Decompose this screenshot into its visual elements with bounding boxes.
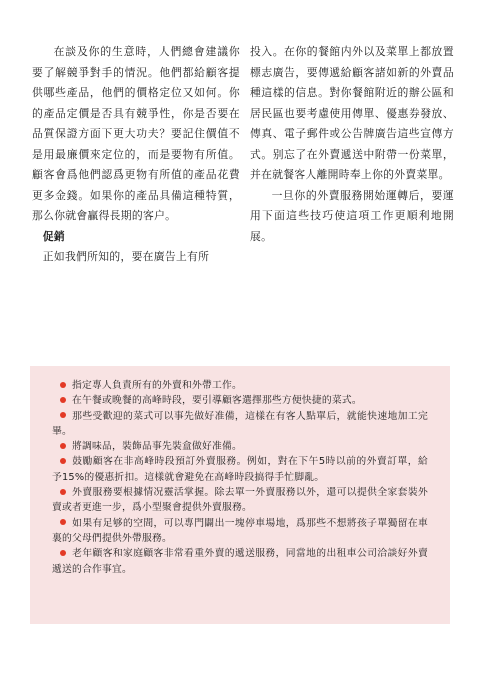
tip-text: 老年顧客和家庭顧客非常看重外賣的遞送服務，同當地的出租車公司洽談好外賣遞送的合作事宜。 xyxy=(52,548,428,575)
tip-text: 指定專人負責所有的外賣和外帶工作。 xyxy=(72,380,242,391)
bullet-icon xyxy=(60,397,66,403)
bullet-icon xyxy=(60,412,66,418)
tip-item xyxy=(52,439,428,454)
promotion-paragraph-continued: 投入。在你的餐館内外以及菜單上都放置標志廣告，要傳遞給顧客諸如新的外賣品種這樣的信息。對你餐館附近的辦公區和居民區也要考慮使用傳單、優惠券發放、傳真、電子郵件或公告牌廣告這些宣傳方式。别忘了在外賣遞送中附帶一份菜單，并在就餐客人離開時奉上你的外賣菜單。 xyxy=(250,45,454,181)
tip-item xyxy=(52,378,428,393)
tip-item xyxy=(52,546,428,577)
intro-paragraph: 在談及你的生意時，人們總會建議你要了解競爭對手的情況。他們都給顧客提供哪些產品，他們的價格定位又如何。你的產品定價是否具有競爭性，你是否要在品質保證方面下更大功夫？要記住價值不是用最廉價來定位的，而是要物有所值。顧客會爲他們認爲更物有所值的產品花費更多金錢。如果你的產品具備這種特質，那么你就會贏得長期的客户。 xyxy=(32,45,240,222)
tip-item xyxy=(52,516,428,547)
bullet-icon xyxy=(60,550,66,556)
tip-text: 外賣服務要根據情况靈活掌握。除去單一外賣服務以外，還可以提供全家套裝外賣或者更進一步，爲小型聚會提供外賣服務。 xyxy=(52,487,428,514)
tips-list xyxy=(52,378,428,577)
right-column xyxy=(250,42,454,247)
bullet-icon xyxy=(60,443,66,449)
tips-box xyxy=(30,366,450,624)
tip-item xyxy=(52,409,428,440)
tip-text: 在午餐或晚餐的高峰時段，要引導顧客選擇那些方便快捷的菜式。 xyxy=(72,395,362,407)
bullet-icon xyxy=(60,489,66,495)
tip-text: 那些受歡迎的菜式可以事先做好准備，這樣在有客人點單后，就能快速地加工完畢。 xyxy=(52,410,428,437)
tip-item xyxy=(52,485,428,516)
tip-text: 鼓勵顧客在非高峰時段預訂外賣服務。例如，對在下午5時以前的外賣訂單，給予15%的優惠折扣。這樣就會避免在高峰時段搞得手忙脚亂。 xyxy=(52,456,428,483)
left-column xyxy=(32,42,240,268)
tip-text: 將調味品，裝飾品事先裝盒做好准備。 xyxy=(72,441,242,453)
bullet-icon xyxy=(60,458,66,464)
tip-item xyxy=(52,454,428,485)
bullet-icon xyxy=(60,519,66,525)
tips-intro-paragraph: 一旦你的外賣服務開始運轉后，要運用下面這些技巧使這項工作更順利地開展。 xyxy=(250,188,454,243)
bullet-icon xyxy=(60,382,66,388)
tip-item xyxy=(52,393,428,408)
promotion-heading: 促銷 xyxy=(42,229,65,243)
promotion-paragraph-start: 正如我們所知的，要在廣告上有所 xyxy=(42,250,210,263)
tip-text: 如果有足够的空間，可以專門闢出一塊停車場地，爲那些不想將孩子單獨留在車裏的父母們提供外帶服務。 xyxy=(52,517,428,544)
